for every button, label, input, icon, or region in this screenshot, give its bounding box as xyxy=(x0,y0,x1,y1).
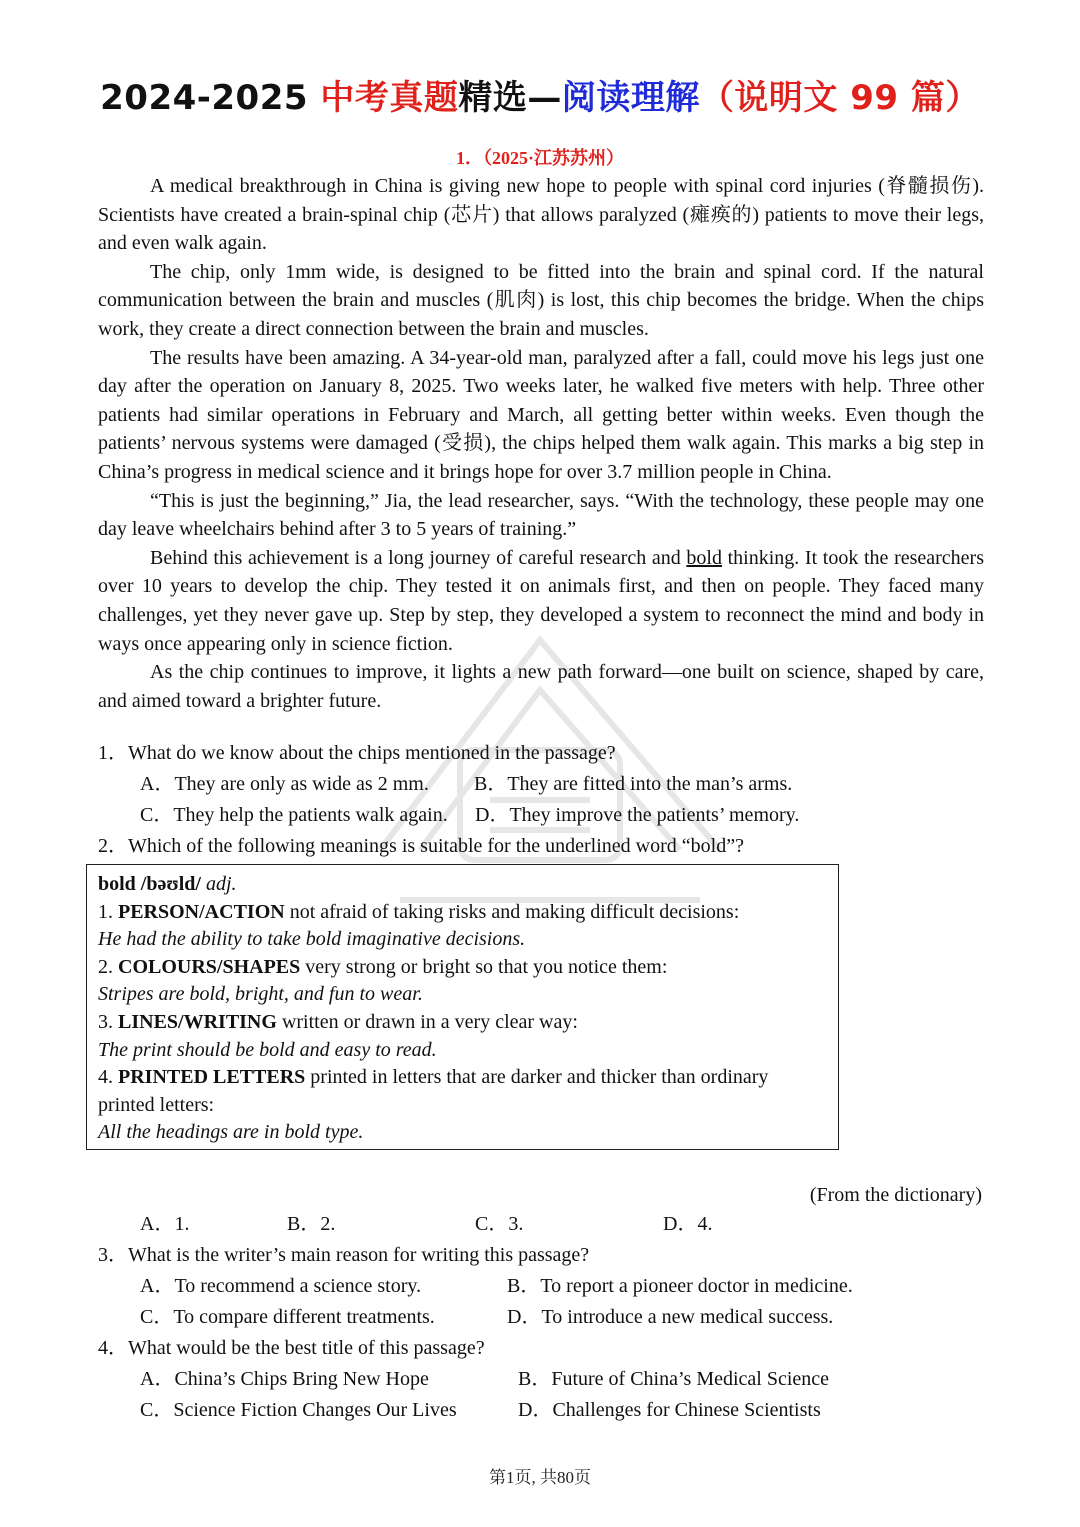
answer-option[interactable]: C．Science Fiction Changes Our Lives xyxy=(140,1399,457,1421)
reading-passage xyxy=(98,172,984,715)
passage-paragraph: Behind this achievement is a long journey of careful research and bold thinking. It took the researchers over 10 years to develop the chip. They tested it on animals first, and then on people. They faced many challenges, yet they never gave up. Step by step, they developed a system to reconnect the mind and body in ways once appearing only in science fiction. xyxy=(98,546,985,655)
underlined-word: bold xyxy=(686,546,722,569)
answer-option[interactable]: D．4. xyxy=(663,1213,713,1235)
passage-paragraph: As the chip continues to improve, it lights a new path forward—one built on science, shaped by care, and aimed toward a brighter future. xyxy=(98,661,984,712)
answer-option[interactable]: B．Future of China’s Medical Science xyxy=(518,1368,830,1390)
page-title: 2024-2025 中考真题精选—阅读理解（说明文 99 篇） xyxy=(100,78,980,118)
answer-option[interactable]: B．2. xyxy=(287,1213,336,1235)
passage-paragraph: The chip, only 1mm wide, is designed to be fitted into the brain and spinal cord. If the natural communication between the brain and muscles (肌肉) is lost, this chip becomes the bridge. When the chips work, they create a direct connection between the brain and muscles. xyxy=(98,260,984,340)
dictionary-sense: 2. COLOURS/SHAPES very strong or bright so that you notice them: xyxy=(98,955,668,978)
answer-option[interactable]: A．China’s Chips Bring New Hope xyxy=(140,1368,429,1390)
answer-option[interactable]: C．3. xyxy=(475,1213,524,1235)
answer-option[interactable]: B．To report a pioneer doctor in medicine. xyxy=(507,1275,853,1297)
answer-option[interactable]: A．1. xyxy=(140,1213,190,1235)
dictionary-example: He had the ability to take bold imaginative decisions. xyxy=(98,928,526,951)
passage-paragraph: “This is just the beginning,” Jia, the lead researcher, says. “With the technology, these people may one day leave wheelchairs behind after 3 to 5 years of training.” xyxy=(98,489,984,541)
dictionary-headword: bold /bəʊld/ adj. xyxy=(98,873,237,895)
answer-option[interactable]: D．Challenges for Chinese Scientists xyxy=(518,1399,821,1421)
question-stem: 2．Which of the following meanings is suitable for the underlined word “bold”? xyxy=(98,835,744,857)
dictionary-sense: 1. PERSON/ACTION not afraid of taking risks and making difficult decisions: xyxy=(98,900,740,923)
answer-option[interactable]: C．To compare different treatments. xyxy=(140,1306,435,1328)
dictionary-example: Stripes are bold, bright, and fun to wear. xyxy=(98,983,423,1006)
question-stem: 3．What is the writer’s main reason for writing this passage? xyxy=(98,1244,590,1266)
dictionary-example: All the headings are in bold type. xyxy=(98,1121,364,1144)
dictionary-sense: 3. LINES/WRITING written or drawn in a very clear way: xyxy=(98,1010,578,1033)
answer-option[interactable]: B．They are fitted into the man’s arms. xyxy=(474,773,793,795)
page-footer: 第1页, 共80页 xyxy=(489,1468,591,1487)
answer-option[interactable]: A．To recommend a science story. xyxy=(140,1275,422,1297)
section-heading: 1．（2025·江苏苏州） xyxy=(455,148,624,168)
dictionary-source: (From the dictionary) xyxy=(809,1184,982,1206)
question-stem: 4．What would be the best title of this passage? xyxy=(98,1337,485,1359)
answer-option[interactable]: D．They improve the patients’ memory. xyxy=(475,804,800,826)
question-stem: 1．What do we know about the chips mentioned in the passage? xyxy=(98,742,616,764)
passage-paragraph: The results have been amazing. A 34-year-old man, paralyzed after a fall, could move his legs just one day after the operation on January 8, 2025. Two weeks later, he walked five meters with help. Three other patients had similar operations in February and March, all getting better within weeks. Even though the patients’ nervous systems were damaged (受损), the chips helped them walk again. This marks a big step in China’s progress in medical science and it brings hope for over 3.7 million people in China. xyxy=(98,346,984,483)
answer-option[interactable]: C．They help the patients walk again. xyxy=(140,804,448,826)
dictionary-entry-box xyxy=(86,864,839,1150)
answer-option[interactable]: D．To introduce a new medical success. xyxy=(507,1306,834,1328)
answer-option[interactable]: A．They are only as wide as 2 mm. xyxy=(140,773,429,795)
dictionary-sense: 4. PRINTED LETTERS printed in letters that are darker and thicker than ordinary printed letters: xyxy=(98,1066,769,1116)
dictionary-example: The print should be bold and easy to read. xyxy=(98,1038,437,1061)
passage-paragraph: A medical breakthrough in China is giving new hope to people with spinal cord injuries (脊髓损伤). Scientists have created a brain-spinal chip (芯片) that allows paralyzed (瘫痪的) patients to move their legs, and even walk again. xyxy=(98,175,984,255)
